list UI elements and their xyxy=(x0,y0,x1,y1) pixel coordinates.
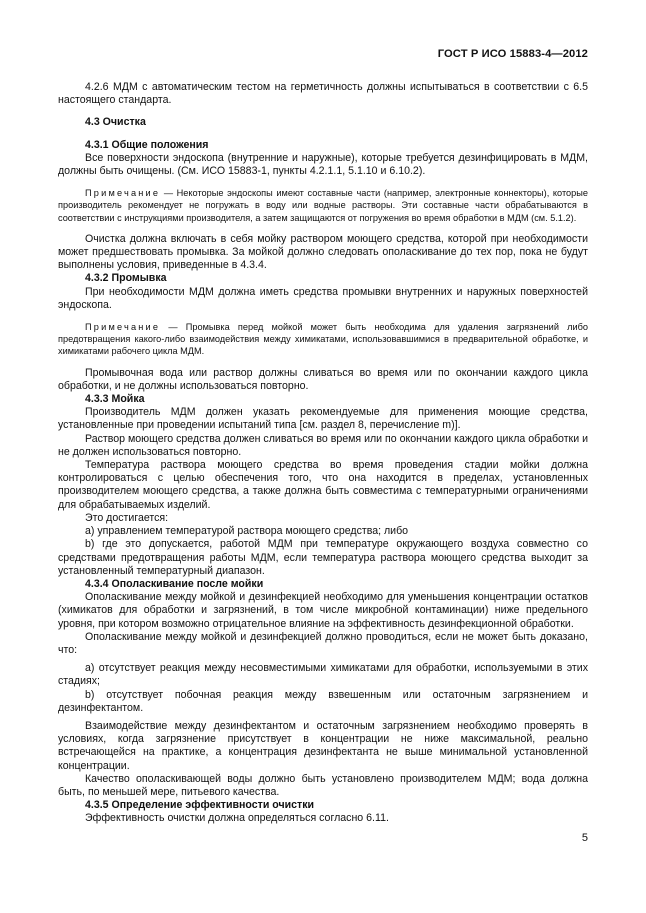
section-heading-4-3-5: 4.3.5 Определение эффективности очистки xyxy=(85,799,315,812)
paragraph-4-3-4-a: Ополаскивание между мойкой и дезинфекцией необходимо для уменьшения концентрации остатков (химикатов для обработки и загрязнений, в том числе микробной контаминации) ниже предельного уровня, при котором возможно отрицательное влияние на эффективность дезинфекционной обработки. xyxy=(58,591,588,630)
paragraph-4-3-5-a: Эффективность очистки должна определяться согласно 6.11. xyxy=(85,812,389,825)
section-heading-4-3: 4.3 Очистка xyxy=(85,116,146,129)
paragraph-4-2-6: 4.2.6 МДМ с автоматическим тестом на герметичность должны испытываться в соответствии с 6.5 настоящего стандарта. xyxy=(58,81,588,107)
section-heading-4-3-1: 4.3.1 Общие положения xyxy=(85,138,209,151)
paragraph-4-3-2-a: При необходимости МДМ должна иметь средства промывки внутренних и наружных поверхностей эндоскопа. xyxy=(58,285,588,311)
list-item-4-3-4-a: а) отсутствует реакция между несовместимыми химикатами для обработки, используемыми в этих стадиях; xyxy=(58,662,588,688)
paragraph-4-3-4-f: Качество ополаскивающей воды должно быть установлено производителем МДМ; вода должна быть, по меньшей мере, питьевого качества. xyxy=(58,772,588,798)
paragraph-4-3-3-b: Раствор моющего средства должен сливаться во время или по окончании каждого цикла обработки и не должен использоваться повторно. xyxy=(58,432,588,458)
standard-header: ГОСТ Р ИСО 15883-4—2012 xyxy=(437,48,588,60)
paragraph-4-3-3-a: Производитель МДМ должен указать рекомендуемые для применения моющие средства, установленные при проведении испытаний типа [см. раздел 8, перечисление m)]. xyxy=(58,406,588,432)
section-heading-4-3-3: 4.3.3 Мойка xyxy=(85,393,145,406)
note-4-3-1 xyxy=(58,187,588,224)
paragraph-4-3-3-d: Это достигается: xyxy=(85,511,169,524)
paragraph-4-3-1-b: Очистка должна включать в себя мойку раствором моющего средства, которой при необходимости может предшествовать промывка. За мойкой должно следовать ополаскивание до тех пор, пока не будут выполнены условия, приведенные в 4.3.4. xyxy=(58,232,588,272)
paragraph-4-3-4-e: Взаимодействие между дезинфектантом и остаточным загрязнением необходимо проверять в условиях, когда загрязнение присутствует в концентрации не ниже максимальной, реально встречающейся на практике, а концентрация дезинфектанта не выше минимальной установленной концентрации. xyxy=(58,719,588,772)
note-label: Примечание xyxy=(85,188,161,199)
paragraph-4-3-2-b: Промывочная вода или раствор должны сливаться во время или по окончании каждого цикла обработки, и не должны использоваться повторно. xyxy=(58,366,588,392)
list-item-4-3-3-b: b) где это допускается, работой МДМ при температуре окружающего воздуха совместно со средствами предотвращения работы МДМ, если температура раствора моющего средства выходит за установленный температурный диапазон. xyxy=(58,538,588,577)
list-item-4-3-3-a: а) управлением температурой раствора моющего средства; либо xyxy=(85,525,409,538)
note-label: Примечание xyxy=(85,322,161,333)
page-number: 5 xyxy=(581,832,588,844)
section-heading-4-3-2: 4.3.2 Промывка xyxy=(85,272,167,285)
document-body xyxy=(58,81,588,826)
note-text: — Некоторые эндоскопы имеют составные части (например, электронные коннекторы), которые производитель рекомендует не погружать в воду или водные растворы. Эти составные части обрабатываются в соответствии с инструкциями производителя, а затем защищаются от погружения во время обработки в МДМ (см. 5.1.2). xyxy=(58,188,588,223)
paragraph-4-3-1-a: Все поверхности эндоскопа (внутренние и наружные), которые требуется дезинфицировать в МДМ, должны быть очищены. (См. ИСО 15883-1, пункты 4.2.1.1, 5.1.10 и 6.10.2). xyxy=(58,151,588,178)
list-item-4-3-4-b: b) отсутствует побочная реакция между взвешенным или остаточным загрязнением и дезинфектантом. xyxy=(58,688,588,714)
paragraph-4-3-3-c: Температура раствора моющего средства во время проведения стадии мойки должна контролироваться с целью обеспечения того, что она находится в пределах, установленных производителем моющего средства, а также должна быть совместима с температурными ограничениями для обрабатываемых изделий. xyxy=(58,459,588,511)
paragraph-4-3-4-b: Ополаскивание между мойкой и дезинфекцией должно проводиться, если не может быть доказано, что: xyxy=(58,630,588,656)
note-4-3-2 xyxy=(58,321,588,358)
section-heading-4-3-4: 4.3.4 Ополаскивание после мойки xyxy=(85,577,264,590)
note-text: — Промывка перед мойкой может быть необходима для удаления загрязнений либо предотвращения какого-либо взаимодействия между химикатами, использовавшимися в предварительной обработке, и химикатами рабочего цикла МДМ. xyxy=(58,322,588,357)
